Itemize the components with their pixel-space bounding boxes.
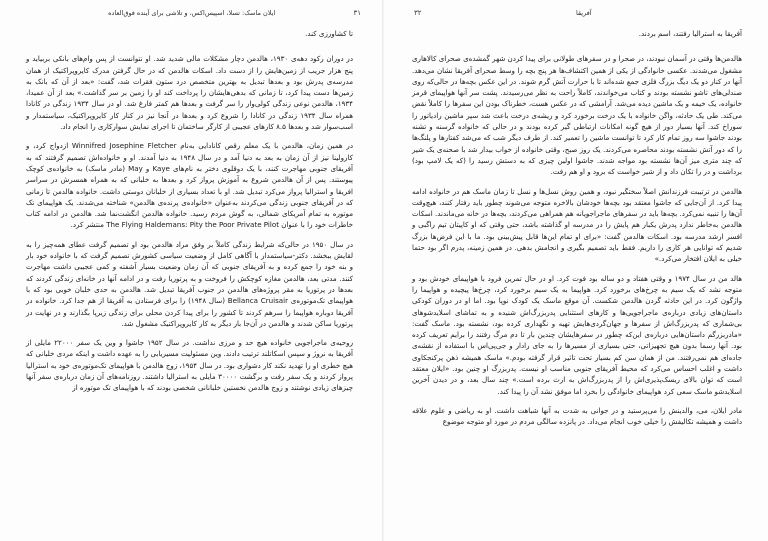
left-page-number: ۳۱ (353, 9, 361, 17)
left-page-body (26, 28, 353, 535)
paragraph: آفریقا به استرالیا رفتند، اسم بردند. (638, 29, 742, 38)
right-page-number: ۳۲ (414, 9, 422, 17)
right-page-header (414, 6, 746, 20)
right-page (384, 0, 768, 541)
paragraph: در دوران رکود دهه‌ی ۱۹۳۰، هالدمن دچار مشکلات مالی شدید شد. او نتوانست از پس وام‌های بانکی بربیاید و پنج هزار جریب از زمین‌هایش را از دست داد. اسکات هالدمن که در حال گرفتن مدرک کایروپراکتیک از همان مدرسه‌ی پدرش بود و بعدها تبدیل به بهترین متخصص درد ستون فقرات شد، گفت: «بعد از آن که بانک به زمین‌ها دست پیدا کرد، تا زمانی که بدهی‌هایشان را پرداخت کند او را زمین بر سر گذاشت.» بعد از آن عمیدا، ۱۹۳۴، هالدمن نوعی زندگی کولی‌وار را سر گرفت و بعدها هم کمتر فارغ شد. او در سال ۱۹۳۴ زندگی در کانادا همراه سال ۱۹۳۴ زندگی در کانادا را شروع کرد و بعدها در آنجا نیز در کنار کار کایروپراکتیک، سیاستمدار و اسب‌سوار شد و بعدها ۸.۵ کارهای عجیبی از کارگر ساختمان تا اجرای نمایش سوارکاری را انجام داد. (26, 54, 353, 132)
right-running-title: آفریقا (575, 9, 592, 17)
paragraph: هالدمن در ترتیبت فرزندانش اصلاً سختگیر نبود، و همین روش نسل‌ها و نسل تا زمان ماسک هم در خانواده ادامه پیدا کرد. از آن‌جایی که جاشوا معتقد بود بچه‌ها خودشان بالاخره متوجه می‌شوند چطور باید رفتار کنند، هیچ‌وقت آن‌ها را تنبیه نمی‌کرد. بچه‌ها باید در سفرهای ماجراجویانه هم همراهی می‌کردند، بچه‌ها در خانه می‌ماندند. اسکات هالدمن به‌خاطر ندارد پدرش یکبار هم پایش را در مدرسه او گذاشته باشد، حتی وقتی که او کاپیتان تیم راگبی و افسر ارشد مدرسه بود. اسکات هالدمن گفت: «برای او تمام این‌ها قابل پیش‌بینی بود. ما با این فرض‌ها بزرگ شدیم که توانایی هر کاری را داریم. فقط باید تصمیم بگیری و انجامش بدهی. در همین زمینه، پدرم اگر بود حتما خیلی به ایلان افتخار می‌کرد.» (412, 186, 742, 264)
paragraph: در سال ۱۹۵۰ در حالی‌که شرایط زندگی کاملاً بر وفق مراد هالدمن بود او تصمیم گرفت عطای همه‌چیز را به لقایش ببخشد. دکتر-سیاستمدار با آگاهی کامل از وضعیت سیاسی کشورش تصمیم گرفت که با خانواده خود بار و بنه خود را جمع کرده و به آفریقای جنوبی که آن زمان وضعیت بسیار آشفته و کمی عجیبی داشت مهاجرت کنند. مدتی بعد، هالدمن مغازه کوچکش را فروخت و به پرتوریا رفت و در ادامه آنها در خانه‌ای زندگی کردند که بعدها در پرتوریا به مقر پروژه‌های هالدمن در جنوب آفریقا تبدیل شد. هالدمن به حدی خلبان خوبی بود که با هواپیمای تک‌موتوره‌ی Bellanca Cruisair (سال ۱۹۴۸) را برای فرستادن به آفریقا از هم جدا کرد. خانواده در آفریقا دوباره هواپیما را سرهم کردند تا کشور را برای پیدا کردن محلی برای زندگی زیرپا بگذارند و در نهایت در پرتوریا ساکن شدند و هالدمن در آن‌جا بار دیگر به کار کایروپراکتیک مشغول شد. (26, 239, 353, 328)
paragraph: تا کشاورزی کند. (305, 29, 353, 38)
right-page-body (412, 28, 742, 535)
paragraph: در همین زمان، هالدمن با یک معلم رقص کانادایی به‌نام Winnifred Josephine Fletcher ازدواج کرد، و کارولینا نیز از آن زمان به بعد به دنیا آمد و در سال ۱۹۴۸ به دنیا آمدند. او و خانواده‌اش تصمیم گرفتند که به آفریقای جنوبی مهاجرت کنند، با یک دوقلوی دختر به نام‌های Kaye و May (مادر ماسک) به خانواده‌ی کوچک پیوستند. پس از آن هالدمن شروع به آموزش پرواز کرد و بعدها به خلبانی که به همراه همسرش در سراسر افریقا و استرالیا پرواز می‌کرد تبدیل شد. او با تعداد بسیاری از خلبانان دوستی داشت. خانواده هالدمن تا زمانی که در آفریقای جنوبی زندگی می‌کردند به‌عنوان «خانواده‌ی پرنده‌ی هالدمن» شناخته می‌شدند. یک هواپیمای تک موتوره به تمام آمریکای شمالی، به گوش مردم رسید. خانواده هالدمن انگشت‌نما شد. هالدمن در ادامه کتاب خاطرات خود را با عنوان The Flying Haldemans: Pity the Poor Private Pilot منتشر کرد. (26, 141, 354, 230)
paragraph: هالد من در سال ۱۹۷۴ و وقتی هفتاد و دو ساله بود فوت کرد. او در حال تمرین فرود با هواپیمای خودش بود و متوجه نشد که یک سیم به چرخ‌های برخورد کرد. هواپیما به یک سیم برخورد کرد، چرخ‌ها پیچیده و هواپیما را واژگون کرد. در این حادثه گردن هالدمن شکست. آن موقع ماسک یک کودک نوپا بود. اما او در دوران کودکی داستان‌های زیادی درباره‌ی ماجراجویی‌ها و کارهای استثنایی پدربزرگ‌اش شنیده و به تماشای اسلایدشوهای بی‌شماری که پدربزرگ‌اش از سفرها و جهان‌گردی‌هایش تهیه و نگهداری کرده بود، نشسته بود. ماسک گفت: «مادربزرگم داستان‌هایی درباره‌ی این‌که چطور در سفرهایشان چندین بار تا دم مرگ رفتند را برایم تعریف کرده بود. آنها رسما بدون هیچ تجهیزاتی، حتی بسیاری از مسیرها را به جای رادار و جی‌پی‌اس با استفاده از نقشه‌ی جاده‌ای هم نمی‌رفتند. من از همان سن کم بسیار تحت تاثیر قرار گرفته بودم.» ماسک همیشه ذهن پرکنجکاوی داشت و اغلب احساس می‌کرد که محیط آفریقای جنوبی مناسب او نیست. پدربزرگ او چنین بود. «ایلان معتقد است که توان بالای ریسک‌پذیری‌اش را از پدربزرگ‌اش به ارث برده است.» چند سال بعد، و در دیدن آخرین اسلایدشو ماسک سعی کرد هواپیمای خانوادگی را بخرد اما موفق نشد آن را پیدا کند. (412, 273, 743, 396)
left-running-title: ایلان ماسک: تسلا، اسپیس‌اکس، و تلاشی برای آینده فوق‌العاده (108, 9, 276, 17)
paragraph: مادر ایلان، می، والدینش را می‌پرستید و در جوانی به شدت به آنها شباهت داشت. او به ریاضی و علوم علاقه داشت و همیشه تکالیفش را خیلی خوب انجام می‌داد. در پانزده سالگی مردم در مورد او متوجه موضوع (412, 405, 742, 427)
paragraph: هالدمن‌ها وقتی در آسمان نبودند، در صحرا و در سفرهای طولانی برای پیدا کردن شهر گمشده‌ی صحرای کالاهاری مشغول می‌شدند. عکسی خانوادگی از یکی از همین اکتشاف‌ها هر پنج بچه را وسط صحرای آفریقا نشان می‌دهد. آنها در کنار دو یک دیگ بزرگ فلزی جمع شده‌اند تا با حرارت آتش گرم شوند. در این عکس بچه‌ها در حالی‌که روی صندلی‌های تاشو نشسته بودند و کتاب می‌خواندند، کاملاً راحت به نظر می‌رسیدند. پشت سر آنها هواپیمای قرمز خانواده، یک خیمه و یک ماشین دیده می‌شد. آرامشی که در عکس هست، خطرناک بودن این سفرها را کاملاً نقض می‌کند. طی یک حادثه، واگن خانواده با یک درخت برخورد کرد و ریشه‌ی درخت باعث شد سپر ماشین رادیاتور را سوراخ کند. آنها بسیار دور از هیچ گونه امکانات ارتباطی گیر کرده بودند و در حالی که خانواده گرسنه و تشنه بودند جاشوا سه روز تمام کار کرد تا توانست ماشین را تعمیر کند. از طرف دیگر شب که می‌شد کفتارها و پلنگ‌ها را که دور آتش نشسته بودند محاصره می‌کردند. یک روز صبح، وقتی خانواده از خواب بیدار شد با صحنه‌ی یک شیر که چند متری میز آن‌ها نشسته بود مواجه شدند. جاشوا اولین چیزی که به دستش رسید را (که یک لامپ بود) برداشت و در را تکان داد و از شیر خواست که برود و او هم رفت. (412, 54, 742, 177)
paragraph: روحیه‌ی ماجراجویی خانواده هیچ حد و مرزی نداشت. در سال ۱۹۵۲ جاشوا و وین یک سفر ۲۲۰۰۰ مایلی از آفریقا به نروژ و سپس اسکاتلند ترتیب دادند. وین مسئولیت مسیریابی را به عهده داشت و اینکه مردی خلبانی که هیچ خطری او را تهدید نکند کار دشواری بود. در سال ۱۹۵۴، زوج هالدمن با هواپیمای تک‌موتوره‌ی خود به استرالیا پرواز کردند و یک سفر رفت و برگشت ۳۰۰۰۰ مایلی به استرالیا داشتند. روزنامه‌های آن زمان درباره‌ی سفر آنها چیزهای زیادی نوشتند و زوج هالدمن نخستین خلبانانی شخصی بودند که با هواپیمای تک موتوره از (26, 338, 354, 393)
left-page-header (30, 6, 361, 20)
